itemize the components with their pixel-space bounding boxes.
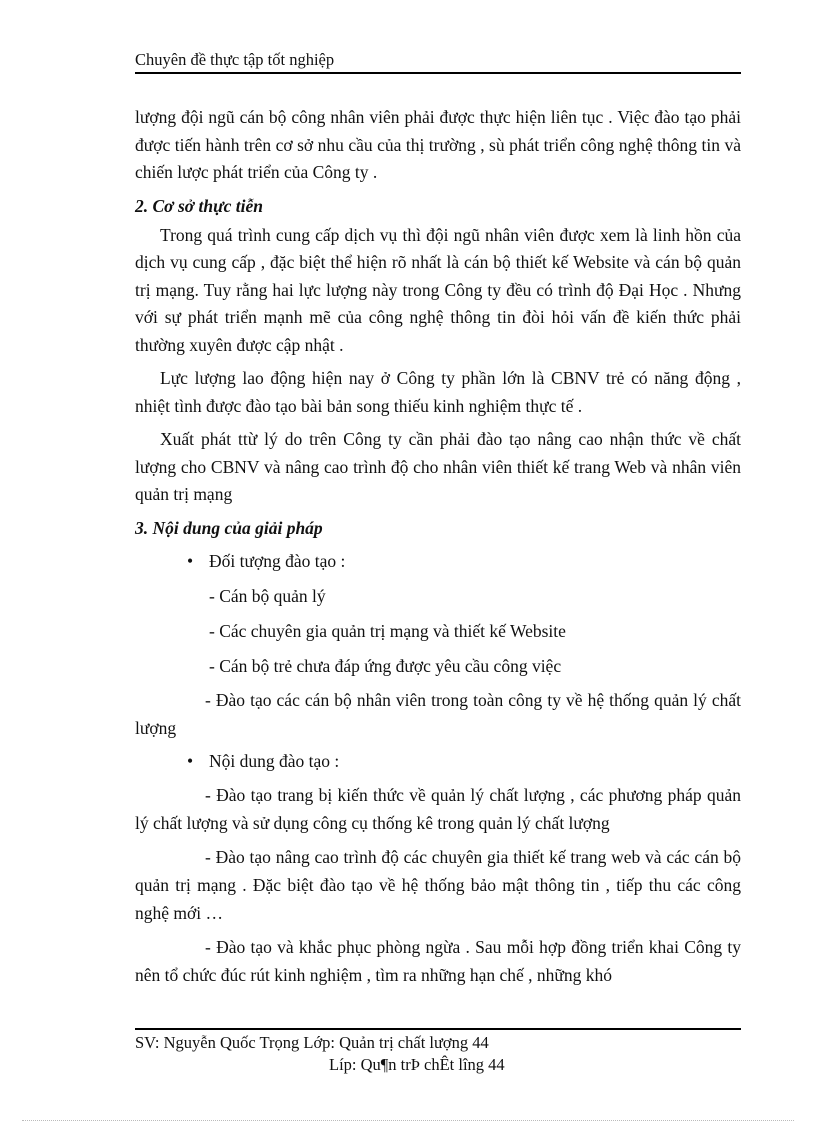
page-bottom-border	[22, 1120, 794, 1121]
paragraph-2: Trong quá trình cung cấp dịch vụ thì đội ngũ nhân viên được xem là linh hồn của dịch vụ cung cấp , đặc biệt thể hiện rõ nhất là cán bộ thiết kế Website và cán bộ quản trị mạng. Tuy rằng hai lực lượng này trong Công ty đều có trình độ Đại Học . Nhưng với sự phát triển mạnh mẽ của công nghệ thông tin đòi hỏi vấn đề kiến thức phải thường xuyên được cập nhật .	[135, 224, 741, 355]
sub-paragraph-2: - Đào tạo trang bị kiến thức về quản lý chất lượng , các phương pháp quản lý chất lượng và sử dụng công cụ thống kê trong quản lý chất lượng	[135, 784, 741, 833]
sub-paragraph-4: - Đào tạo và khắc phục phòng ngừa . Sau mỗi hợp đồng triển khai Công ty nên tổ chức đúc rút kinh nghiệm , tìm ra những hạn chế , những khó	[135, 936, 741, 985]
bullet-dot-icon: •	[187, 550, 194, 571]
sub-paragraph-3: - Đào tạo nâng cao trình độ các chuyên gia thiết kế trang web và các cán bộ quản trị mạng . Đặc biệt đào tạo về hệ thống bảo mật thông tin , tiếp thu các công nghệ mới …	[135, 846, 741, 923]
heading-section-3: 3. Nội dung của giải pháp	[135, 517, 323, 538]
footer-class-line: Líp: Qu¶n trÞ chÊt lîng 44	[329, 1055, 505, 1074]
footer-divider	[135, 1028, 741, 1030]
paragraph-4: Xuất phát ttừ lý do trên Công ty cần phải đào tạo nâng cao nhận thức về chất lượng cho CBNV và nâng cao trình độ cho nhân viên thiết kế trang Web và nhân viên quản trị mạng	[135, 429, 741, 504]
dash-item-2: - Các chuyên gia quản trị mạng và thiết kế Website	[209, 620, 566, 641]
page-header: Chuyên đề thực tập tốt nghiệp	[135, 50, 741, 74]
bullet-text-1: Đối tượng đào tạo :	[209, 550, 346, 571]
bullet-item-1	[135, 548, 741, 575]
dash-item-3: - Cán bộ trẻ chưa đáp ứng được yêu cầu công việc	[209, 655, 562, 676]
paragraph-3: Lực lượng lao động hiện nay ở Công ty phần lớn là CBNV trẻ có năng động , nhiệt tình được đào tạo bài bản song thiếu kinh nghiệm thực tế .	[135, 368, 741, 416]
bullet-text-2: Nội dung đào tạo :	[209, 750, 340, 771]
bullet-dot-icon: •	[187, 750, 194, 771]
bullet-item-2	[135, 748, 741, 775]
dash-item-1: - Cán bộ quản lý	[209, 585, 326, 606]
paragraph-1: lượng đội ngũ cán bộ công nhân viên phải được thực hiện liên tục . Việc đào tạo phải được tiến hành trên cơ sở nhu cầu của thị trường , sù phát triển công nghệ thông tin và chiến lược phát triển của Công ty .	[135, 107, 741, 182]
document-body	[135, 104, 741, 989]
sub-paragraph-1: - Đào tạo các cán bộ nhân viên trong toàn công ty về hệ thống quản lý chất lượng	[135, 689, 741, 738]
footer-student-line: SV: Nguyễn Quốc Trọng Lớp: Quản trị chất lượng 44	[135, 1033, 489, 1052]
heading-section-2: 2. Cơ sở thực tiễn	[135, 195, 263, 216]
